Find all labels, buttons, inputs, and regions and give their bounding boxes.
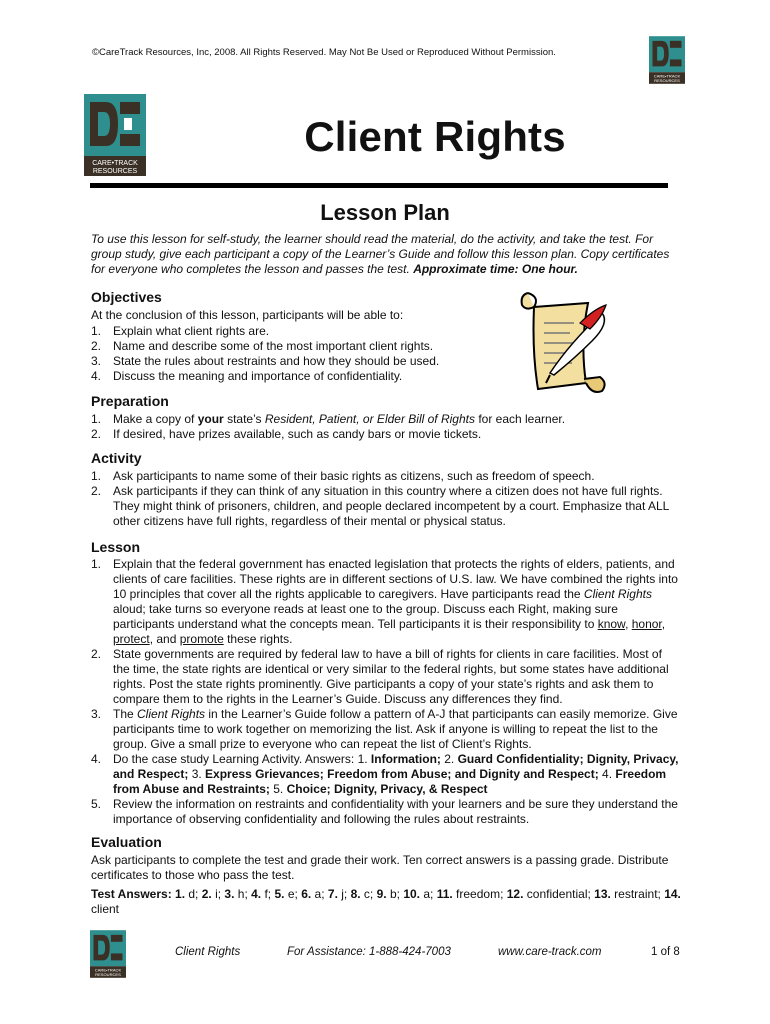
list-item: 3. The Client Rights in the Learner’s Guide follow a pattern of A-J that participants can easily memorize. Give participants time to work together on memorizing the list. Ask if anyone is willing to repeat the list to the group. Give a small prize to everyone who can repeat the list of Client’s Rights.	[91, 707, 678, 751]
title-divider	[90, 183, 668, 188]
svg-text:CARE•TRACK: CARE•TRACK	[653, 73, 681, 79]
caretrack-logo	[84, 94, 146, 176]
list-item: 2. State governments are required by federal law to have a bill of rights for clients in care facilities. Most of the time, the state rights are identical or very similar to the federal rights, but some states have additional rights. Post the state rights prominently. Give participants a copy of your state’s rights and ask them to compare them to the rights in the Learner’s Guide. Discuss any differences they find.	[91, 647, 669, 706]
scroll-quill-illustration	[510, 283, 615, 403]
list-item: 1. Ask participants to name some of their basic rights as citizens, such as freedom of speech.	[91, 469, 595, 483]
objectives-lead: At the conclusion of this lesson, participants will be able to:	[91, 308, 404, 322]
page-number: 1 of 8	[651, 946, 680, 958]
list-item: 3. State the rules about restraints and how they should be used.	[91, 354, 440, 368]
list-item: 1. Explain what client rights are.	[91, 324, 270, 338]
svg-text:RESOURCES: RESOURCES	[95, 972, 121, 978]
svg-text:CARE•TRACK: CARE•TRACK	[92, 160, 138, 167]
svg-text:CARE•TRACK: CARE•TRACK	[94, 967, 122, 973]
svg-text:RESOURCES: RESOURCES	[92, 168, 138, 175]
list-item: 1. Explain that the federal government has enacted legislation that protects the rights of elders, patients, and clients of care facilities. These rights are in different sections of U.S. law. We have combined the rights into 10 principles that cover all the rights applicable to caregivers. Have participants read the Client Rights aloud; take turns so everyone reads at least one to the group. Discuss each Right, making sure participants understand what the concepts mean. Tell participants it is their responsibility to know, honor, protect, and promote these rights.	[91, 557, 678, 646]
footer-title: Client Rights	[175, 946, 241, 958]
svg-text:RESOURCES: RESOURCES	[654, 78, 680, 84]
activity-list	[91, 469, 681, 529]
list-item: 1. Make a copy of your state’s Resident, Patient, or Elder Bill of Rights for each learner.	[91, 412, 566, 426]
list-item: 4. Discuss the meaning and importance of confidentiality.	[91, 369, 403, 383]
list-item: 4. Do the case study Learning Activity. Answers: 1. Information; 2. Guard Confidentiality; Dignity, Privacy, and Respect; 3. Express Grievances; Freedom from Abuse; and Dignity and Respect; 4. Freedom from Abuse and Restraints; 5. Choice; Dignity, Privacy, & Respect	[91, 752, 679, 796]
evaluation-heading: Evaluation	[91, 834, 162, 850]
page-title: Client Rights	[304, 113, 566, 160]
test-answers: Test Answers: 1. d; 2. i; 3. h; 4. f; 5. e; 6. a; 7. j; 8. c; 9. b; 10. a; 11. freedom; 12. confidential; 13. restraint; 14. client	[91, 887, 681, 916]
list-item: 2. Name and describe some of the most important client rights.	[91, 339, 434, 353]
page-subtitle: Lesson Plan	[320, 200, 450, 225]
activity-heading: Activity	[91, 450, 142, 466]
objectives-heading: Objectives	[91, 289, 162, 305]
preparation-list	[91, 412, 681, 442]
lesson-list	[91, 557, 681, 827]
intro-paragraph: To use this lesson for self-study, the learner should read the material, do the activity, and take the test. For group study, give each participant a copy of the Learner’s Guide and follow this lesson plan. Copy certificates for everyone who completes the lesson and passes the test. Approximate time: One hour.	[91, 232, 670, 276]
caretrack-logo-footer	[90, 930, 126, 978]
list-item: 5. Review the information on restraints and confidentiality with your learners and be sure they understand the importance of observing confidentiality and following the rules about restraints.	[91, 797, 678, 826]
list-item: 2. If desired, have prizes available, such as candy bars or movie tickets.	[91, 427, 482, 441]
list-item: 2. Ask participants if they can think of any situation in this country where a citizen does not have full rights. They might think of prisoners, children, and people declared incompetent by a court. Emphasize that ALL other citizens have full rights, regardless of their mental or physical status.	[91, 484, 669, 528]
evaluation-text: Ask participants to complete the test and grade their work. Ten correct answers is a passing grade. Distribute certificates to those who pass the test.	[91, 853, 669, 882]
copyright-notice: ©CareTrack Resources, Inc, 2008. All Rights Reserved. May Not Be Used or Reproduced Without Permission.	[92, 47, 556, 58]
caretrack-logo-small	[649, 35, 685, 85]
footer-website[interactable]: www.care-track.com	[498, 946, 602, 958]
preparation-heading: Preparation	[91, 393, 169, 409]
lesson-heading: Lesson	[91, 539, 141, 555]
footer-assistance: For Assistance: 1-888-424-7003	[287, 946, 451, 958]
